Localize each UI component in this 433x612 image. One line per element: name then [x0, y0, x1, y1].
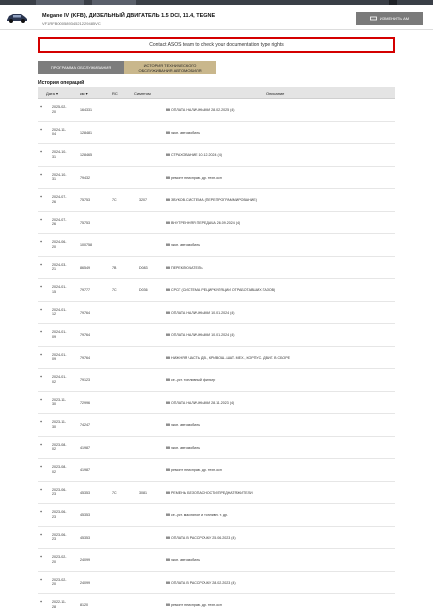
row-description-text: ОПЛАТА НАЛИЧНЫМИ 10.01.2024 (4): [171, 310, 235, 315]
expand-icon[interactable]: +: [40, 127, 43, 132]
table-row: [38, 572, 395, 595]
row-description: [166, 491, 253, 495]
row-date: 2023-08-02: [52, 465, 67, 474]
history-tabs: [38, 61, 216, 74]
row-code: 00: [166, 288, 170, 292]
row-date: 2024-01-02: [52, 375, 67, 384]
car-small-icon: [370, 16, 377, 21]
row-symptom: 3081: [139, 490, 147, 495]
row-km: 45353: [80, 513, 90, 517]
row-code: 00: [166, 603, 170, 607]
expand-icon[interactable]: +: [40, 397, 43, 402]
row-date: 2024-10-31: [52, 150, 67, 159]
row-km: 164331: [80, 108, 92, 112]
table-row: [38, 99, 395, 122]
row-rc: 7C: [112, 490, 117, 495]
row-description-text: ремонт неисправ. др. техн.осн: [171, 468, 222, 472]
history-table-header: [38, 87, 395, 99]
row-description: [166, 266, 203, 270]
row-code: 00: [166, 580, 170, 585]
row-km: 128481: [80, 130, 92, 135]
row-km: 75753: [80, 220, 90, 225]
expand-icon[interactable]: +: [40, 285, 43, 289]
row-code: 00: [166, 513, 170, 517]
row-date: 2024-01-12: [52, 307, 67, 316]
row-description-text: ПЕРЕКЛЮЧАТЕЛЬ: [171, 265, 203, 270]
tab-tech-history[interactable]: ИСТОРИЯ ТЕХНИЧЕСКОГО ОБСЛУЖИВАНИЯ АВТОМОБИЛЯ: [124, 61, 216, 74]
row-description-text: эксп. автомобиль: [171, 445, 201, 450]
row-symptom: D083: [139, 265, 148, 270]
row-description: [166, 131, 200, 135]
row-date: 2024-01-15: [52, 285, 67, 294]
row-code: 00: [166, 378, 170, 382]
row-description: [166, 603, 222, 607]
column-km[interactable]: км ▾: [80, 91, 88, 96]
row-km: 86549: [80, 265, 90, 270]
expand-icon[interactable]: +: [40, 150, 43, 154]
row-description: [166, 243, 200, 247]
row-description-text: СТРАХОВАНИЕ 10.12.2024 (4): [171, 153, 222, 157]
row-description-text: СРСГ (СИСТЕМА РЕЦИРКУЛЯЦИИ ОТРАБОТАВШИХ ГАЗОВ): [171, 288, 276, 292]
row-description-text: ОПЛАТА НАЛИЧНЫМИ 28.11.2023 (4): [171, 400, 235, 405]
expand-icon[interactable]: +: [40, 307, 43, 312]
row-description: [166, 356, 290, 360]
row-description: [166, 378, 215, 382]
row-description: [166, 423, 200, 427]
row-date: 2023-11-30: [52, 420, 67, 429]
row-description: [166, 311, 234, 315]
row-rc: 7B: [112, 265, 117, 270]
table-row: [38, 144, 395, 167]
row-symptom: 3207: [139, 198, 147, 202]
row-rc: 7C: [112, 198, 117, 202]
row-description: [166, 581, 236, 585]
row-description-text: эксп. автомобиль: [171, 130, 201, 135]
row-code: 00: [166, 175, 170, 180]
vehicle-vin: VF1RFB00058934521229485VC: [42, 21, 101, 26]
table-row: [38, 347, 395, 370]
row-code: 00: [166, 333, 170, 337]
row-description-text: ОПЛАТА В РАССРОЧКУ 25.06.2023 (4): [171, 535, 236, 540]
expand-icon[interactable]: +: [40, 240, 43, 244]
row-description-text: се.-уст. топливный фильтр: [171, 378, 216, 382]
table-row: [38, 414, 395, 437]
table-row: [38, 594, 395, 612]
row-code: 00: [166, 108, 170, 112]
row-date: 2023-11-30: [52, 397, 67, 406]
row-code: 00: [166, 445, 170, 450]
row-km: 45353: [80, 490, 90, 495]
row-km: 24099: [80, 558, 90, 562]
history-title: История операций: [38, 80, 85, 86]
row-description: [166, 558, 200, 562]
table-row: [38, 167, 395, 190]
table-row: [38, 369, 395, 392]
expand-icon[interactable]: +: [40, 105, 43, 109]
expand-icon[interactable]: +: [40, 195, 43, 199]
row-km: 24099: [80, 580, 90, 585]
table-row: [38, 482, 395, 505]
row-code: 00: [166, 243, 170, 247]
change-vehicle-label: ИЗМЕНИТЬ АМ: [379, 16, 410, 21]
row-description: [166, 221, 240, 225]
table-row: [38, 302, 395, 325]
row-date: 2024-11-04: [52, 127, 67, 136]
table-row: [38, 257, 395, 280]
row-description-text: ОПЛАТА НАЛИЧНЫМИ 10.01.2024 (4): [171, 333, 235, 337]
row-description-text: эксп. автомобиль: [171, 243, 201, 247]
row-description-text: эксп. автомобиль: [171, 423, 201, 427]
row-date: 2024-10-31: [52, 172, 67, 181]
table-row: [38, 279, 395, 302]
table-row: [38, 504, 395, 527]
row-description-text: ВНУТРЕННЯЯ ПЕРЕДАЧА 26.09.2024 (4): [171, 220, 241, 225]
row-description: [166, 536, 236, 540]
row-km: 75753: [80, 198, 90, 202]
row-code: 00: [166, 220, 170, 225]
row-km: 41987: [80, 445, 90, 450]
row-description: [166, 513, 228, 517]
row-km: 100758: [80, 243, 92, 247]
row-km: 74247: [80, 423, 90, 427]
row-description-text: се.-уст. масляное и топливн. т. др.: [171, 513, 228, 517]
row-km: 79123: [80, 378, 90, 382]
row-code: 00: [166, 468, 170, 472]
expand-icon[interactable]: +: [40, 330, 43, 334]
row-code: 00: [166, 558, 170, 562]
vehicle-header: [0, 5, 433, 30]
row-description: [166, 108, 234, 112]
row-description: [166, 333, 234, 337]
row-code: 00: [166, 535, 170, 540]
row-description: [166, 446, 200, 450]
rights-alert: Contact ASOS team to check your documentation type rights: [38, 37, 395, 53]
row-date: 2023-06-23: [52, 487, 67, 496]
row-code: 00: [166, 400, 170, 405]
row-km: 128465: [80, 153, 92, 157]
row-description: [166, 176, 222, 180]
column-rc: RC: [112, 91, 118, 96]
row-date: 2025-02-20: [52, 105, 67, 114]
row-code: 00: [166, 265, 170, 270]
table-row: [38, 189, 395, 212]
row-description-text: эксп. автомобиль: [171, 558, 201, 562]
row-code: 00: [166, 490, 170, 495]
expand-icon[interactable]: +: [40, 420, 43, 424]
expand-icon[interactable]: +: [40, 375, 43, 379]
row-date: 2024-07-26: [52, 195, 67, 204]
table-row: [38, 212, 395, 235]
row-date: 2023-06-23: [52, 510, 67, 519]
table-row: [38, 122, 395, 145]
expand-icon[interactable]: +: [40, 262, 43, 267]
row-date: 2024-01-09: [52, 330, 67, 339]
row-description-text: ремонт неисправ. др. техн.осн: [171, 603, 222, 607]
expand-icon[interactable]: +: [40, 510, 43, 514]
row-km: 79764: [80, 355, 90, 360]
row-code: 00: [166, 423, 170, 427]
expand-icon[interactable]: +: [40, 465, 43, 469]
row-km: 41987: [80, 468, 90, 472]
expand-icon[interactable]: +: [40, 352, 43, 357]
row-km: 79764: [80, 310, 90, 315]
row-code: 00: [166, 198, 170, 202]
row-km: 79432: [80, 175, 90, 180]
vehicle-title: Megane IV (KFB), ДИЗЕЛЬНЫЙ ДВИГАТЕЛЬ 1.5 DCI, 11.4, TEGNE: [42, 13, 216, 19]
expand-icon[interactable]: +: [40, 555, 43, 559]
expand-icon[interactable]: +: [40, 577, 43, 582]
table-row: [38, 324, 395, 347]
car-icon: [6, 11, 28, 24]
table-row: [38, 234, 395, 257]
row-description-text: ремонт неисправ. др. техн.осн: [171, 175, 222, 180]
expand-icon[interactable]: +: [40, 442, 43, 447]
row-description: [166, 288, 275, 292]
row-km: 79777: [80, 288, 90, 292]
row-code: 00: [166, 310, 170, 315]
row-code: 00: [166, 355, 170, 360]
row-description-text: ОПЛАТА НАЛИЧНЫМИ 28.02.2025 (4): [171, 108, 235, 112]
row-date: 2024-03-21: [52, 262, 67, 271]
expand-icon[interactable]: +: [40, 172, 43, 177]
row-symptom: D036: [139, 288, 148, 292]
expand-icon[interactable]: +: [40, 600, 43, 604]
row-description: [166, 153, 222, 157]
tab-maintenance-program[interactable]: ПРОГРАММА ОБСЛУЖИВАНИЯ: [38, 61, 124, 74]
row-code: 00: [166, 130, 170, 135]
row-code: 00: [166, 153, 170, 157]
expand-icon[interactable]: +: [40, 217, 43, 222]
row-date: 2024-07-26: [52, 217, 67, 226]
table-row: [38, 437, 395, 460]
row-description-text: ОПЛАТА В РАССРОЧКУ 28.02.2023 (4): [171, 580, 236, 585]
table-row: [38, 392, 395, 415]
column-symptom: Симптом: [134, 91, 151, 96]
expand-icon[interactable]: +: [40, 487, 43, 492]
table-row: [38, 527, 395, 550]
row-description-text: НИЖНЯЯ ЧАСТЬ ДВ., КРИВОШ.-ШАТ. МЕХ., КОРПУС. ДВИГ. В СБОРЕ: [171, 355, 290, 360]
row-rc: 7C: [112, 288, 117, 292]
column-description: Описание: [266, 91, 285, 96]
row-date: 2022-11-28: [52, 600, 67, 609]
row-date: 2023-02-20: [52, 555, 67, 564]
row-date: 2024-01-09: [52, 352, 67, 361]
row-km: 8120: [80, 603, 88, 607]
column-date[interactable]: Дата ▾: [46, 91, 58, 96]
row-date: 2024-06-20: [52, 240, 67, 249]
row-date: 2023-08-02: [52, 442, 67, 451]
row-date: 2023-06-23: [52, 532, 67, 541]
table-row: [38, 459, 395, 482]
row-km: 72996: [80, 400, 90, 405]
row-description: [166, 198, 257, 202]
row-km: 79764: [80, 333, 90, 337]
history-table-body: [38, 99, 395, 612]
change-vehicle-button[interactable]: [356, 12, 423, 25]
row-description-text: РЕМЕНЬ БЕЗОПАСНОСТИ/ПРЕДНАТЯЖИТЕЛИ: [171, 490, 253, 495]
row-date: 2023-02-20: [52, 577, 67, 586]
row-description-text: ЗВУКОВ.СИСТЕМА (ПЕРЕПРОГРАММИРОВАНИЕ): [171, 198, 257, 202]
row-km: 45353: [80, 535, 90, 540]
table-row: [38, 549, 395, 572]
row-description: [166, 401, 234, 405]
row-description: [166, 468, 222, 472]
expand-icon[interactable]: +: [40, 532, 43, 537]
